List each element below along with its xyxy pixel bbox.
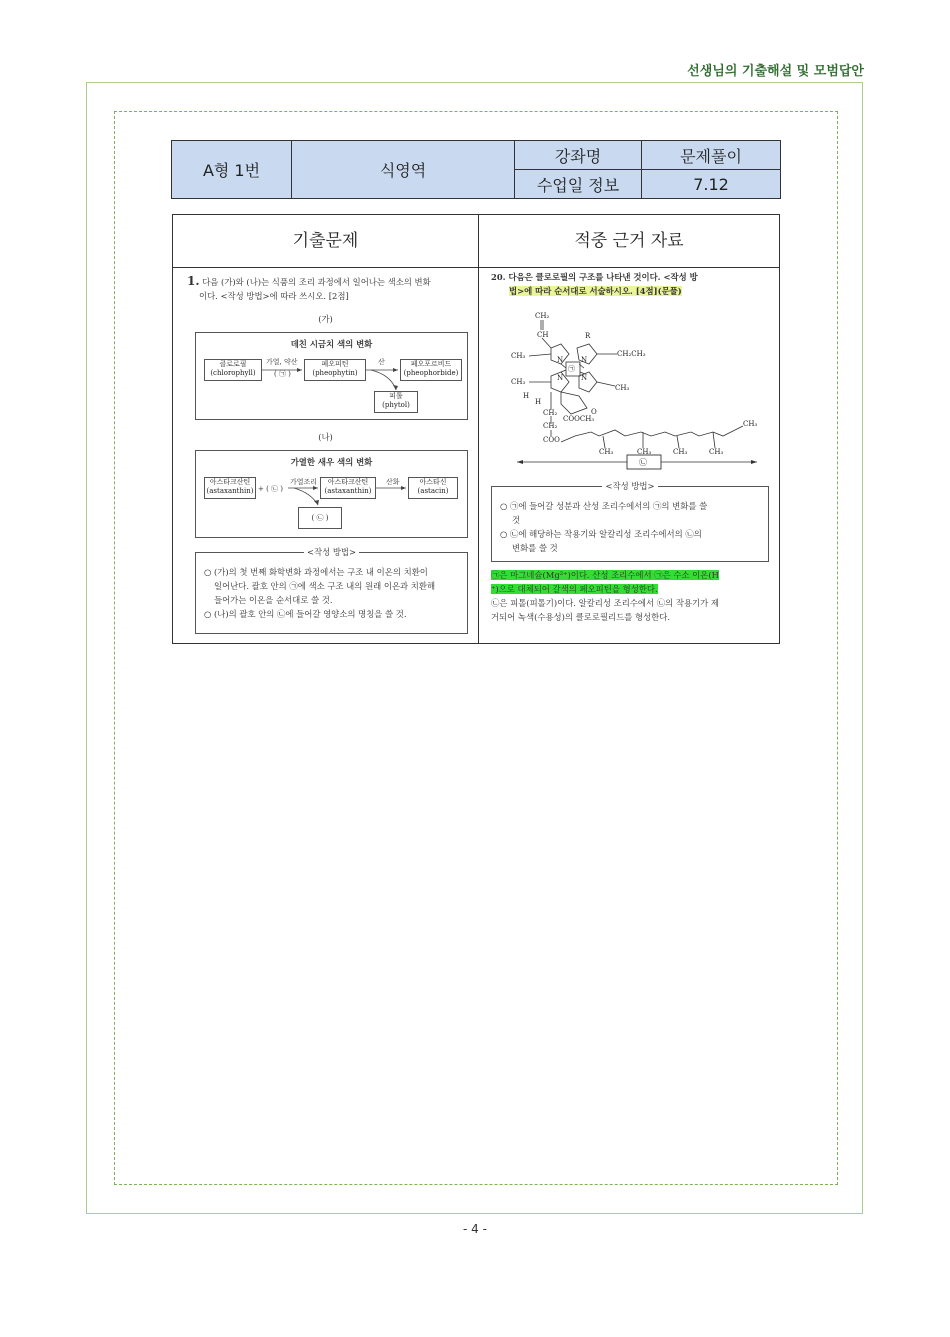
- struct-ch3-t3: CH₃: [673, 448, 688, 456]
- answer2-line2: 거되어 녹색(수용성)의 클로로필리드를 형성한다.: [491, 612, 670, 622]
- na-blank-box: ( ㉡ ): [298, 507, 342, 529]
- struct-n4: N: [581, 374, 588, 382]
- answer1-line2: ⁺)으로 대체되어 갈색의 페오피틴을 형성한다.: [491, 584, 658, 594]
- struct-ch3-t2: CH₃: [637, 448, 652, 456]
- ga-arrow1-blank: ( ㉠ ): [274, 370, 291, 378]
- right-method1b: 것: [512, 515, 521, 525]
- struct-center: ㉠: [568, 365, 575, 373]
- question-line1: 다음 (가)와 (나)는 식품의 조리 과정에서 일어나는 색소의 변화: [202, 277, 431, 287]
- na-title: 가열한 새우 색의 변화: [290, 457, 373, 467]
- struct-label2: ㉡: [639, 458, 647, 467]
- left-panel: [173, 268, 478, 644]
- na-arrows: [196, 451, 469, 539]
- right-method-title: <작성 방법>: [602, 481, 657, 491]
- ga-arrow1-label: 가열, 약산: [266, 358, 298, 366]
- struct-n3: N: [557, 374, 564, 382]
- left-method2: ○ (나)의 괄호 안의 ㉡에 들어갈 영양소의 명칭을 쓸 것.: [204, 609, 407, 619]
- ga-arrows: [196, 333, 469, 421]
- left-heading: 기출문제: [173, 215, 478, 268]
- ga-chlorophyll: 클로로필 (chlorophyll): [204, 359, 262, 381]
- struct-n1: N: [557, 356, 564, 364]
- struct-h2: H: [535, 398, 542, 406]
- struct-ch3-t1: CH₃: [599, 448, 614, 456]
- struct-ch3-end: CH₃: [743, 420, 758, 428]
- struct-ch3-left2: CH₃: [511, 378, 526, 386]
- struct-ch2-b: CH₂: [543, 422, 558, 430]
- answer2-line1: ㉡은 피톨(피톨기)이다. 알칼리성 조리수에서 ㉡의 작용기가 제: [491, 598, 719, 608]
- ga-arrow2-label: 산: [378, 358, 385, 366]
- header-title: 선생님의 기출해설 및 모범답안: [687, 64, 864, 79]
- struct-cooch3: COOCH₃: [563, 415, 595, 423]
- struct-ch3-t4: CH₃: [709, 448, 724, 456]
- ga-title: 데친 시금치 색의 변화: [290, 339, 373, 349]
- left-method-title: <작성 방법>: [304, 547, 359, 557]
- struct-ch2ch3: CH₂CH₃: [617, 350, 646, 358]
- na-label: (나): [318, 432, 333, 442]
- struct-h1: H: [523, 392, 530, 400]
- area-name: 식영역: [292, 141, 515, 199]
- ga-diagram: [195, 332, 468, 420]
- left-method1a: ○ (가)의 첫 번째 화학변화 과정에서는 구조 내 이온의 치환이: [204, 567, 428, 577]
- struct-r: R: [585, 332, 591, 340]
- left-method-box: [195, 547, 468, 634]
- na-astaxanthin1: 아스타크산틴 (astaxanthin): [204, 477, 256, 499]
- course-value: 문제풀이: [642, 141, 781, 170]
- struct-ch3-right2: CH₃: [615, 384, 630, 392]
- struct-n2: N: [581, 356, 588, 364]
- na-astaxanthin2: 아스타크산틴 (astaxanthin): [320, 477, 376, 499]
- na-astacin: 아스타신 (astacin): [408, 477, 458, 499]
- ga-pheophytin: 페오피틴 (pheophytin): [304, 359, 366, 381]
- ga-pheophorbide: 페오포르비드 (pheophorbide): [400, 359, 462, 381]
- answer1-line1: ㉠은 마그네슘(Mg²⁺)이다. 산성 조리수에서 ㉠은 수소 이온(H: [491, 570, 719, 580]
- ga-phytol: 피톨 (phytol): [374, 391, 418, 413]
- page-number: - 4 -: [463, 1222, 487, 1236]
- date-value: 7.12: [642, 170, 781, 199]
- struct-ch: CH: [537, 331, 549, 339]
- na-plus-blank: + ( ㉡ ): [258, 485, 284, 493]
- right-question-line2: 법>에 따라 순서대로 서술하시오. [4점](문풀): [509, 286, 682, 296]
- course-label: 강좌명: [515, 141, 642, 170]
- question-line2: 이다. <작성 방법>에 따라 쓰시오. [2점]: [199, 291, 349, 301]
- ga-label: (가): [318, 314, 333, 324]
- na-arrow1-label: 가열조리: [290, 478, 318, 486]
- question-text: [187, 274, 472, 303]
- right-method2b: 변화를 쓸 것: [512, 543, 558, 553]
- struct-ch2-a: CH₂: [543, 409, 558, 417]
- right-method1a: ○ ㉠에 들어갈 성분과 산성 조리수에서의 ㉠의 변화를 쓸: [500, 501, 708, 511]
- right-question-line1: 20. 다음은 클로로필의 구조를 나타낸 것이다. <작성 방: [491, 272, 698, 282]
- right-question: [491, 270, 776, 298]
- left-method1b: 일어난다. 괄호 안의 ㉠에 색소 구조 내의 원래 이온과 치환해: [214, 581, 436, 591]
- left-method-text: [204, 565, 464, 621]
- na-diagram: [195, 450, 468, 538]
- struct-ch3-left1: CH₃: [511, 352, 526, 360]
- left-method1c: 들어가는 이온을 순서대로 쓸 것.: [214, 595, 333, 605]
- date-label: 수업일 정보: [515, 170, 642, 199]
- struct-ch2: CH₂: [535, 312, 550, 320]
- na-arrow2-label: 산화: [386, 478, 400, 486]
- answer-text: [491, 568, 775, 624]
- right-method-text: [500, 499, 765, 555]
- content-table: [172, 214, 780, 644]
- right-method2a: ○ ㉡에 해당하는 작용기와 알칼리성 조리수에서의 ㉡의: [500, 529, 702, 539]
- chlorophyll-structure: [499, 310, 769, 470]
- struct-o: O: [591, 408, 597, 416]
- info-table: [171, 140, 781, 199]
- question-number: 1.: [187, 274, 200, 288]
- right-panel: [479, 268, 781, 644]
- right-heading: 적중 근거 자료: [479, 215, 779, 268]
- problem-number: A형 1번: [172, 141, 292, 199]
- struct-coo: COO: [543, 436, 560, 444]
- right-method-box: [491, 481, 769, 562]
